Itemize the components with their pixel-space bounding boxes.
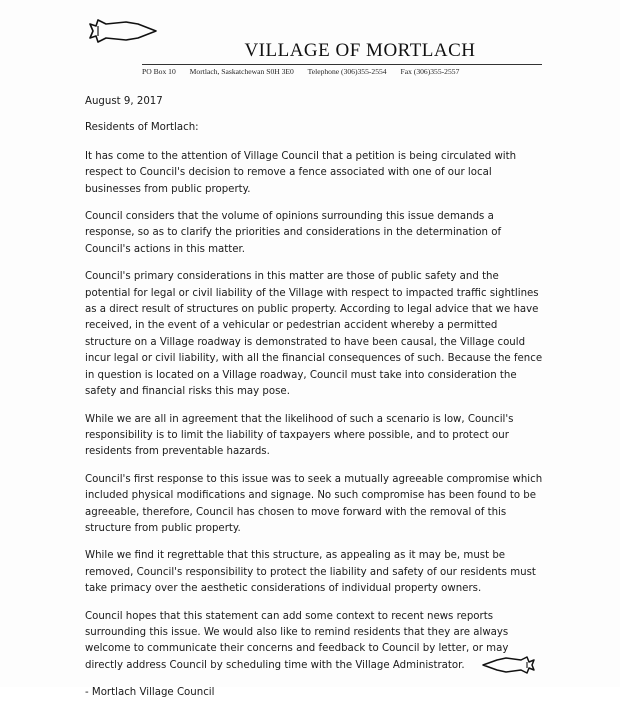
arrowhead-icon — [480, 652, 538, 678]
letterhead-divider — [142, 64, 542, 65]
paragraph: Council's primary considerations in this matter are those of public safety and the potential for legal or civil liability of the Village with respect to impacted traffic sightlines as a direct result of structures on public property. According to legal advice that we have received, in the event of a vehicular or pedestrian accident whereby a permitted structure on a Village roadway is demonstrated to have been causal, the Village could incur legal or civil liability, with all the financial consequences of such. Because the fence in question is located on a Village roadway, Council must take into consideration the safety and financial risks this may pose. — [85, 271, 543, 398]
paragraph: While we find it regrettable that this structure, as appealing as it may be, must be removed, Council's responsibility to protect the liability and safety of our residents must take primacy over the aesthetic considerations of individual property owners. — [85, 550, 536, 595]
letter-date: August 9, 2017 — [85, 96, 163, 107]
address: Mortlach, Saskatchewan S0H 3E0 — [189, 67, 294, 76]
letterhead-title: VILLAGE OF MORTLACH — [244, 40, 476, 61]
paragraph: While we are all in agreement that the likelihood of such a scenario is low, Council's responsibility is to limit the liability of taxpayers where possible, and to protect our residents from preventable hazards. — [85, 413, 514, 458]
salutation: Residents of Mortlach: — [85, 122, 199, 134]
fax: Fax (306)355-2557 — [400, 67, 460, 76]
paragraph: Council considers that the volume of opinions surrounding this issue demands a response, so as to clarify the priorities and considerations in the determination of Council's actions in this matter. — [85, 211, 502, 255]
telephone: Telephone (306)355-2554 — [307, 67, 387, 76]
letterhead-contact — [142, 67, 471, 76]
sign-off: - Mortlach Village Council — [85, 687, 215, 699]
letter-body — [85, 94, 543, 713]
po-box: PO Box 10 — [142, 67, 176, 76]
paragraph: Council's first response to this issue was to seek a mutually agreeable compromise which included physical modifications and signage. No such compromise has been found to be agreeable, therefore, Council has chosen to move forward with the removal of this structure from public property. — [85, 473, 543, 534]
paragraph: Council hopes that this statement can add some context to recent news reports surrounding this issue. We would also like to remind residents that they are always welcome to communicate their concerns and feedback to Council by letter, or may directly address Council by scheduling time with the Village Administrator. — [85, 610, 509, 671]
paragraph: It has come to the attention of Village Council that a petition is being circulated with respect to Council's decision to remove a fence associated with one of our local businesses from public property. — [85, 150, 517, 195]
